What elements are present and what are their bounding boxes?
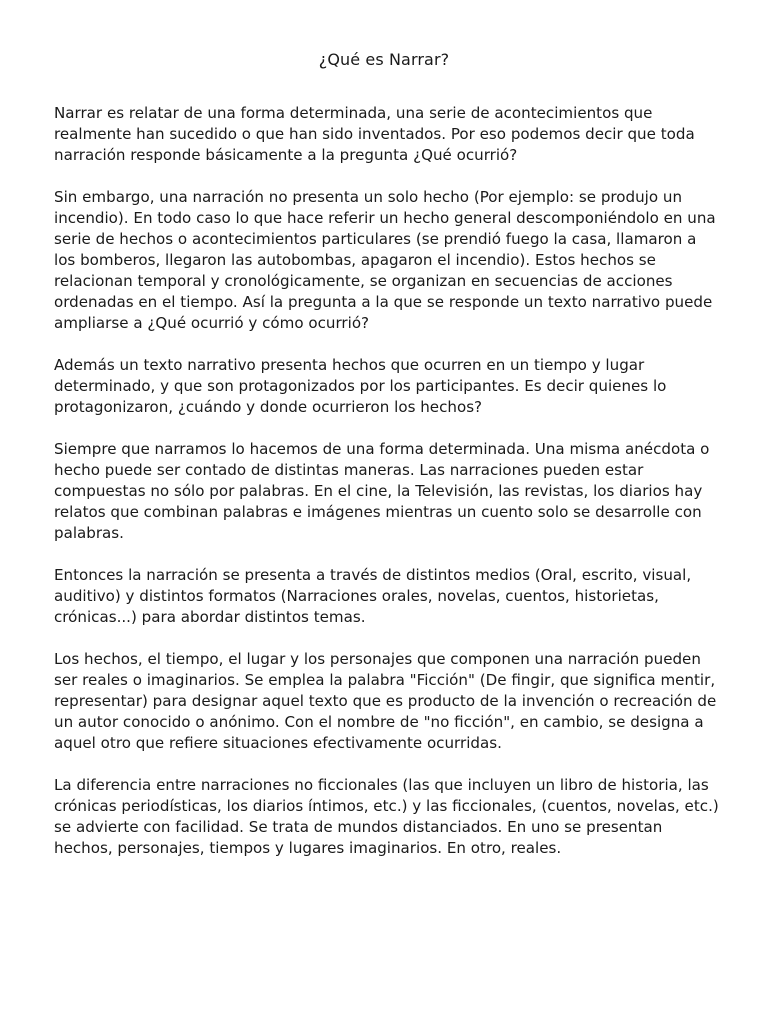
paragraph-6: Los hechos, el tiempo, el lugar y los personajes que componen una narración pueden ser reales o imaginarios. Se emplea la palabra "Ficción" (De fingir, que significa mentir, representar) para designar aquel texto que es producto de la invención o recreación de un autor conocido o anónimo. Con el nombre de "no ficción", en cambio, se designa a aquel otro que refiere situaciones efectivamente ocurridas.	[54, 650, 717, 752]
paragraph-1: Narrar es relatar de una forma determinada, una serie de acontecimientos que realmente han sucedido o que han sido inventados. Por eso podemos decir que toda narración responde básicamente a la pregunta ¿Qué ocurrió?	[54, 104, 695, 164]
paragraph-4: Siempre que narramos lo hacemos de una forma determinada. Una misma anécdota o hecho puede ser contado de distintas maneras. Las narraciones pueden estar compuestas no sólo por palabras. En el cine, la Televisión, las revistas, los diarios hay relatos que combinan palabras e imágenes mientras un cuento solo se desarrolle con palabras.	[54, 440, 710, 542]
paragraph-2: Sin embargo, una narración no presenta un solo hecho (Por ejemplo: se produjo un incendio). En todo caso lo que hace referir un hecho general descomponiéndolo en una serie de hechos o acontecimientos particulares (se prendió fuego la casa, llamaron a los bomberos, llegaron las autobombas, apagaron el incendio). Estos hechos se relacionan temporal y cronológicamente, se organizan en secuencias de acciones ordenadas en el tiempo. Así la pregunta a la que se responde un texto narrativo puede ampliarse a ¿Qué ocurrió y cómo ocurrió?	[54, 188, 716, 332]
document-title: ¿Qué es Narrar?	[318, 50, 450, 69]
document-body	[54, 103, 719, 880]
paragraph-7: La diferencia entre narraciones no ficcionales (las que incluyen un libro de historia, las crónicas periodísticas, los diarios íntimos, etc.) y las ficcionales, (cuentos, novelas, etc.) se advierte con facilidad. Se trata de mundos distanciados. En uno se presentan hechos, personajes, tiempos y lugares imaginarios. En otro, reales.	[54, 776, 719, 857]
paragraph-5: Entonces la narración se presenta a través de distintos medios (Oral, escrito, visual, auditivo) y distintos formatos (Narraciones orales, novelas, cuentos, historietas, crónicas...) para abordar distintos temas.	[54, 566, 692, 626]
paragraph-3: Además un texto narrativo presenta hechos que ocurren en un tiempo y lugar determinado, y que son protagonizados por los participantes. Es decir quienes lo protagonizaron, ¿cuándo y donde ocurrieron los hechos?	[54, 356, 667, 416]
